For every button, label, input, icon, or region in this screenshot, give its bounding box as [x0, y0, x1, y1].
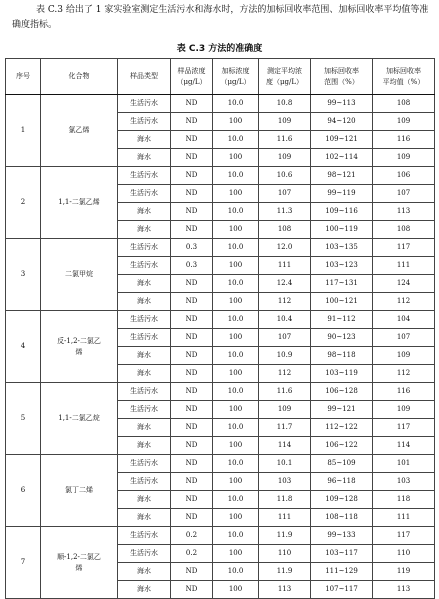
recovery-mean: 112: [373, 293, 435, 311]
spike-concentration: 100: [213, 473, 259, 491]
sample-type: 海水: [118, 365, 171, 383]
sample-concentration: ND: [171, 509, 213, 527]
compound-name-line: 顺-1,2-二氯乙: [57, 552, 101, 561]
recovery-mean: 116: [373, 383, 435, 401]
compound-number: 7: [6, 527, 41, 599]
sample-concentration: ND: [171, 383, 213, 401]
compound-number: 3: [6, 239, 41, 311]
spike-concentration: 100: [213, 221, 259, 239]
measured-mean: 10.1: [259, 455, 311, 473]
recovery-mean: 109: [373, 149, 435, 167]
recovery-mean: 110: [373, 545, 435, 563]
compound-number: 4: [6, 311, 41, 383]
measured-mean: 113: [259, 581, 311, 599]
measured-mean: 109: [259, 149, 311, 167]
spike-concentration: 10.0: [213, 311, 259, 329]
recovery-range: 106~128: [311, 383, 373, 401]
header-spike-conc: 加标浓度 （μg/L）: [213, 59, 259, 95]
header-sample-type: 样品类型: [118, 59, 171, 95]
compound-name-line: 反-1,2-二氯乙: [57, 336, 101, 345]
measured-mean: 109: [259, 401, 311, 419]
recovery-range: 103~119: [311, 365, 373, 383]
header-row: [6, 59, 435, 95]
measured-mean: 111: [259, 509, 311, 527]
sample-type: 生活污水: [118, 473, 171, 491]
measured-mean: 103: [259, 473, 311, 491]
spike-concentration: 100: [213, 293, 259, 311]
recovery-mean: 111: [373, 509, 435, 527]
sample-concentration: ND: [171, 455, 213, 473]
measured-mean: 11.8: [259, 491, 311, 509]
spike-concentration: 10.0: [213, 167, 259, 185]
sample-type: 海水: [118, 293, 171, 311]
sample-type: 生活污水: [118, 113, 171, 131]
spike-concentration: 10.0: [213, 131, 259, 149]
recovery-range: 98~118: [311, 347, 373, 365]
spike-concentration: 10.0: [213, 491, 259, 509]
measured-mean: 10.6: [259, 167, 311, 185]
recovery-range: 106~122: [311, 437, 373, 455]
measured-mean: 110: [259, 545, 311, 563]
sample-concentration: ND: [171, 347, 213, 365]
spike-concentration: 10.0: [213, 383, 259, 401]
sample-concentration: ND: [171, 203, 213, 221]
sample-type: 生活污水: [118, 401, 171, 419]
compound-name-line: 烯: [75, 563, 83, 572]
sample-concentration: ND: [171, 167, 213, 185]
measured-mean: 10.9: [259, 347, 311, 365]
recovery-mean: 101: [373, 455, 435, 473]
sample-concentration: 0.3: [171, 239, 213, 257]
table-row: [6, 239, 435, 257]
sample-concentration: ND: [171, 365, 213, 383]
recovery-range: 99~121: [311, 401, 373, 419]
measured-mean: 11.7: [259, 419, 311, 437]
spike-concentration: 10.0: [213, 419, 259, 437]
recovery-mean: 113: [373, 581, 435, 599]
compound-name: [41, 455, 118, 527]
recovery-range: 94~120: [311, 113, 373, 131]
recovery-mean: 108: [373, 221, 435, 239]
spike-concentration: 10.0: [213, 563, 259, 581]
spike-concentration: 100: [213, 329, 259, 347]
sample-type: 海水: [118, 581, 171, 599]
measured-mean: 109: [259, 113, 311, 131]
sample-concentration: ND: [171, 311, 213, 329]
recovery-range: 111~129: [311, 563, 373, 581]
recovery-range: 100~119: [311, 221, 373, 239]
compound-name-line: 氯丁二烯: [65, 486, 93, 494]
recovery-range: 85~109: [311, 455, 373, 473]
measured-mean: 12.0: [259, 239, 311, 257]
spike-concentration: 100: [213, 149, 259, 167]
spike-concentration: 10.0: [213, 239, 259, 257]
sample-concentration: ND: [171, 149, 213, 167]
recovery-mean: 104: [373, 311, 435, 329]
spike-concentration: 100: [213, 185, 259, 203]
recovery-range: 117~131: [311, 275, 373, 293]
sample-type: 海水: [118, 563, 171, 581]
sample-concentration: ND: [171, 437, 213, 455]
recovery-mean: 117: [373, 239, 435, 257]
recovery-range: 99~133: [311, 527, 373, 545]
recovery-mean: 114: [373, 437, 435, 455]
recovery-mean: 107: [373, 185, 435, 203]
sample-concentration: ND: [171, 293, 213, 311]
recovery-range: 103~123: [311, 257, 373, 275]
recovery-range: 109~116: [311, 203, 373, 221]
table-row: [6, 311, 435, 329]
sample-type: 生活污水: [118, 311, 171, 329]
sample-concentration: ND: [171, 131, 213, 149]
recovery-range: 102~114: [311, 149, 373, 167]
recovery-mean: 103: [373, 473, 435, 491]
recovery-range: 96~118: [311, 473, 373, 491]
measured-mean: 111: [259, 257, 311, 275]
table-caption: 表 C.3 方法的准确度: [176, 44, 263, 54]
sample-type: 生活污水: [118, 329, 171, 347]
recovery-range: 100~121: [311, 293, 373, 311]
sample-concentration: ND: [171, 95, 213, 113]
measured-mean: 112: [259, 293, 311, 311]
recovery-range: 103~135: [311, 239, 373, 257]
measured-mean: 12.4: [259, 275, 311, 293]
recovery-range: 109~128: [311, 491, 373, 509]
recovery-mean: 117: [373, 527, 435, 545]
sample-type: 海水: [118, 275, 171, 293]
compound-number: 1: [6, 95, 41, 167]
sample-type: 海水: [118, 437, 171, 455]
recovery-mean: 112: [373, 365, 435, 383]
spike-concentration: 10.0: [213, 275, 259, 293]
recovery-mean: 118: [373, 491, 435, 509]
recovery-mean: 107: [373, 329, 435, 347]
sample-type: 海水: [118, 419, 171, 437]
spike-concentration: 100: [213, 257, 259, 275]
compound-name-line: 二氯甲烷: [65, 270, 93, 278]
sample-type: 生活污水: [118, 95, 171, 113]
sample-concentration: ND: [171, 113, 213, 131]
measured-mean: 11.6: [259, 383, 311, 401]
recovery-mean: 124: [373, 275, 435, 293]
compound-number: 6: [6, 455, 41, 527]
recovery-mean: 111: [373, 257, 435, 275]
table-row: [6, 95, 435, 113]
spike-concentration: 10.0: [213, 95, 259, 113]
sample-concentration: ND: [171, 329, 213, 347]
recovery-mean: 109: [373, 347, 435, 365]
compound-number: 2: [6, 167, 41, 239]
sample-concentration: ND: [171, 401, 213, 419]
sample-concentration: 0.2: [171, 527, 213, 545]
spike-concentration: 100: [213, 581, 259, 599]
header-sample-conc: 样品浓度 （μg/L）: [171, 59, 213, 95]
recovery-range: 109~121: [311, 131, 373, 149]
sample-concentration: 0.3: [171, 257, 213, 275]
measured-mean: 11.9: [259, 563, 311, 581]
sample-concentration: ND: [171, 581, 213, 599]
sample-type: 生活污水: [118, 545, 171, 563]
measured-mean: 108: [259, 221, 311, 239]
header-no: 序号: [6, 59, 41, 95]
table-body: [6, 95, 435, 599]
measured-mean: 11.3: [259, 203, 311, 221]
table-row: [6, 527, 435, 545]
measured-mean: 107: [259, 329, 311, 347]
compound-name-line: 氯乙烯: [68, 126, 90, 134]
sample-concentration: ND: [171, 419, 213, 437]
spike-concentration: 100: [213, 437, 259, 455]
compound-name-line: 1,1-二氯乙烯: [58, 198, 100, 206]
accuracy-table: [5, 58, 435, 599]
sample-type: 海水: [118, 491, 171, 509]
header-recovery-mean: 加标回收率 平均值（%）: [373, 59, 435, 95]
table-row: [6, 167, 435, 185]
sample-type: 海水: [118, 149, 171, 167]
spike-concentration: 100: [213, 545, 259, 563]
sample-type: 海水: [118, 221, 171, 239]
recovery-mean: 109: [373, 401, 435, 419]
recovery-range: 99~119: [311, 185, 373, 203]
sample-type: 生活污水: [118, 527, 171, 545]
compound-name-line: 1,1-二氯乙烷: [58, 414, 100, 422]
measured-mean: 10.4: [259, 311, 311, 329]
sample-type: 生活污水: [118, 257, 171, 275]
recovery-mean: 108: [373, 95, 435, 113]
recovery-mean: 113: [373, 203, 435, 221]
recovery-range: 112~122: [311, 419, 373, 437]
spike-concentration: 10.0: [213, 527, 259, 545]
measured-mean: 114: [259, 437, 311, 455]
spike-concentration: 10.0: [213, 203, 259, 221]
sample-concentration: ND: [171, 185, 213, 203]
sample-type: 海水: [118, 131, 171, 149]
recovery-range: 99~113: [311, 95, 373, 113]
recovery-range: 108~118: [311, 509, 373, 527]
recovery-mean: 119: [373, 563, 435, 581]
sample-type: 生活污水: [118, 455, 171, 473]
sample-concentration: ND: [171, 563, 213, 581]
intro-paragraph: 表 C.3 给出了 1 家实验室测定生活污水和海水时，方法的加标回收率范围、加标回收率平均值等准确度指标。: [12, 5, 429, 30]
measured-mean: 10.8: [259, 95, 311, 113]
spike-concentration: 100: [213, 113, 259, 131]
header-recovery-range: 加标回收率 范围（%）: [311, 59, 373, 95]
recovery-range: 107~117: [311, 581, 373, 599]
sample-type: 生活污水: [118, 239, 171, 257]
sample-concentration: ND: [171, 473, 213, 491]
recovery-range: 98~121: [311, 167, 373, 185]
measured-mean: 11.6: [259, 131, 311, 149]
sample-type: 生活污水: [118, 185, 171, 203]
recovery-range: 103~117: [311, 545, 373, 563]
compound-number: 5: [6, 383, 41, 455]
recovery-mean: 109: [373, 113, 435, 131]
measured-mean: 112: [259, 365, 311, 383]
sample-type: 生活污水: [118, 383, 171, 401]
sample-type: 海水: [118, 347, 171, 365]
compound-name: [41, 239, 118, 311]
spike-concentration: 100: [213, 401, 259, 419]
sample-type: 生活污水: [118, 167, 171, 185]
recovery-range: 90~123: [311, 329, 373, 347]
sample-concentration: ND: [171, 275, 213, 293]
sample-type: 海水: [118, 509, 171, 527]
recovery-mean: 116: [373, 131, 435, 149]
compound-name: [41, 383, 118, 455]
measured-mean: 107: [259, 185, 311, 203]
header-measured-mean: 测定平均浓 度（μg/L）: [259, 59, 311, 95]
sample-concentration: ND: [171, 491, 213, 509]
spike-concentration: 10.0: [213, 347, 259, 365]
compound-name: [41, 95, 118, 167]
sample-type: 海水: [118, 203, 171, 221]
measured-mean: 11.9: [259, 527, 311, 545]
table-row: [6, 383, 435, 401]
spike-concentration: 100: [213, 509, 259, 527]
header-compound: 化合物: [41, 59, 118, 95]
sample-concentration: ND: [171, 221, 213, 239]
compound-name: [41, 167, 118, 239]
sample-concentration: 0.2: [171, 545, 213, 563]
spike-concentration: 10.0: [213, 455, 259, 473]
compound-name-line: 烯: [75, 347, 83, 356]
table-row: [6, 455, 435, 473]
spike-concentration: 100: [213, 365, 259, 383]
compound-name: [41, 311, 118, 383]
recovery-mean: 117: [373, 419, 435, 437]
recovery-range: 91~112: [311, 311, 373, 329]
recovery-mean: 106: [373, 167, 435, 185]
